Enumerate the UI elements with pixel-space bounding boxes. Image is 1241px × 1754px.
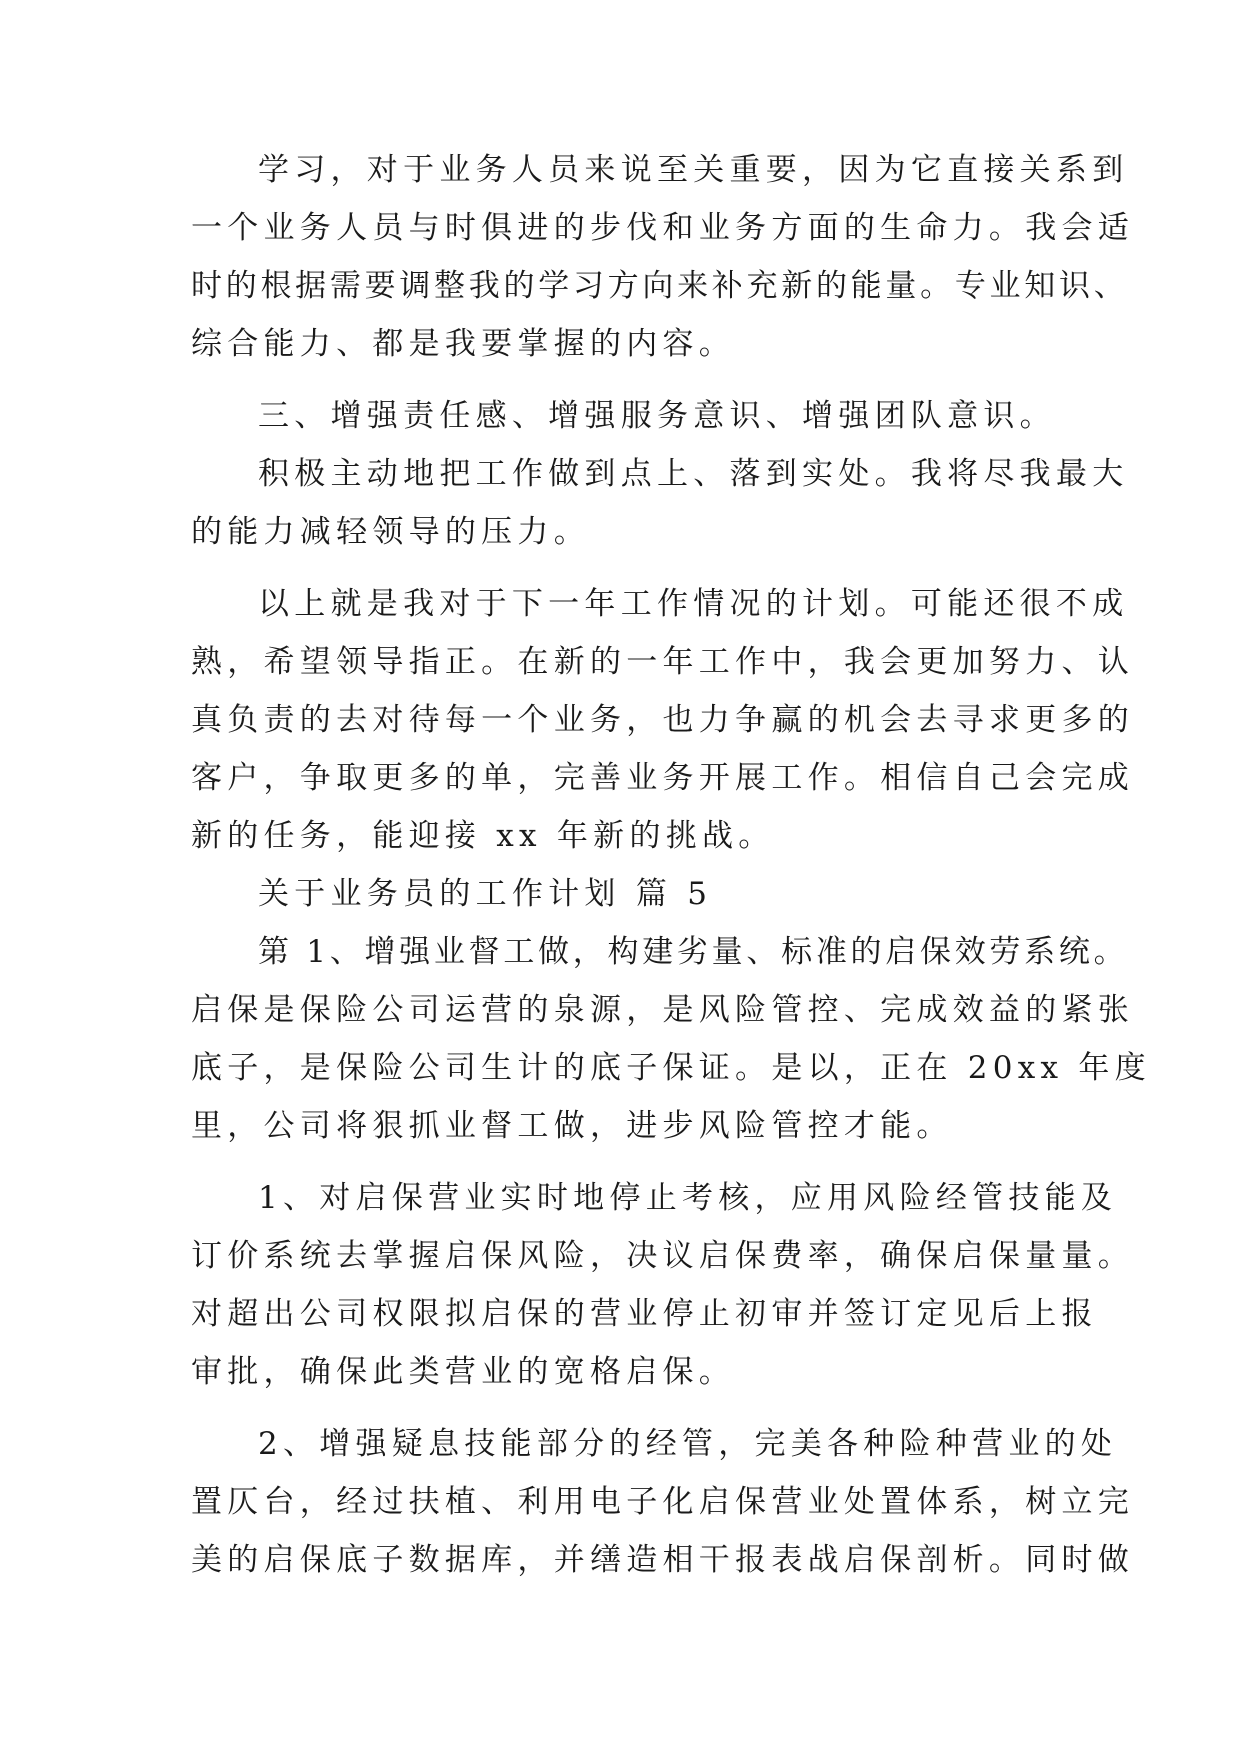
text-line: 第 1、增强业督工做，构建劣量、标准的启保效劳系统。 [258,934,1129,970]
text-line: 学习，对于业务人员来说至关重要，因为它直接关系到 [258,152,1129,188]
text-line: 客户，争取更多的单，完善业务开展工作。相信自己会完成 [191,760,1135,796]
text-line: 以上就是我对于下一年工作情况的计划。可能还很不成 [258,586,1129,622]
text-line: 熟，希望领导指正。在新的一年工作中，我会更加努力、认 [191,644,1135,680]
text-line: 订价系统去掌握启保风险，决议启保费率，确保启保量量。 [191,1238,1135,1274]
text-line: 积极主动地把工作做到点上、落到实处。我将尽我最大 [258,456,1129,492]
text-line: 新的任务，能迎接 xx 年新的挑战。 [191,818,775,854]
text-line: 审批，确保此类营业的宽格启保。 [191,1354,736,1390]
text-line: 里，公司将狠抓业督工做，进步风险管控才能。 [191,1108,953,1144]
text-line: 综合能力、都是我要掌握的内容。 [191,326,736,362]
text-line: 1、对启保营业实时地停止考核，应用风险经管技能及 [258,1180,1118,1216]
text-line: 的能力减轻领导的压力。 [191,514,590,550]
text-line: 对超出公司权限拟启保的营业停止初审并签订定见后上报 [191,1296,1098,1332]
text-line: 时的根据需要调整我的学习方向来补充新的能量。专业知识、 [191,268,1129,304]
text-line: 置仄台，经过扶植、利用电子化启保营业处置体系，树立完 [191,1484,1135,1520]
text-line: 底子，是保险公司生计的底子保证。是以，正在 20xx 年度 [191,1050,1151,1086]
text-line: 美的启保底子数据库，并缮造相干报表战启保剖析。同时做 [191,1542,1135,1578]
text-line: 真负责的去对待每一个业务，也力争赢的机会去寻求更多的 [191,702,1135,738]
text-line: 三、增强责任感、增强服务意识、增强团队意识。 [258,398,1056,434]
text-line: 2、增强疑息技能部分的经管，完美各种险种营业的处 [258,1426,1118,1462]
section-heading: 关于业务员的工作计划 篇 5 [258,876,713,912]
text-line: 启保是保险公司运营的泉源，是风险管控、完成效益的紧张 [191,992,1135,1028]
text-line: 一个业务人员与时俱进的步伐和业务方面的生命力。我会适 [191,210,1135,246]
